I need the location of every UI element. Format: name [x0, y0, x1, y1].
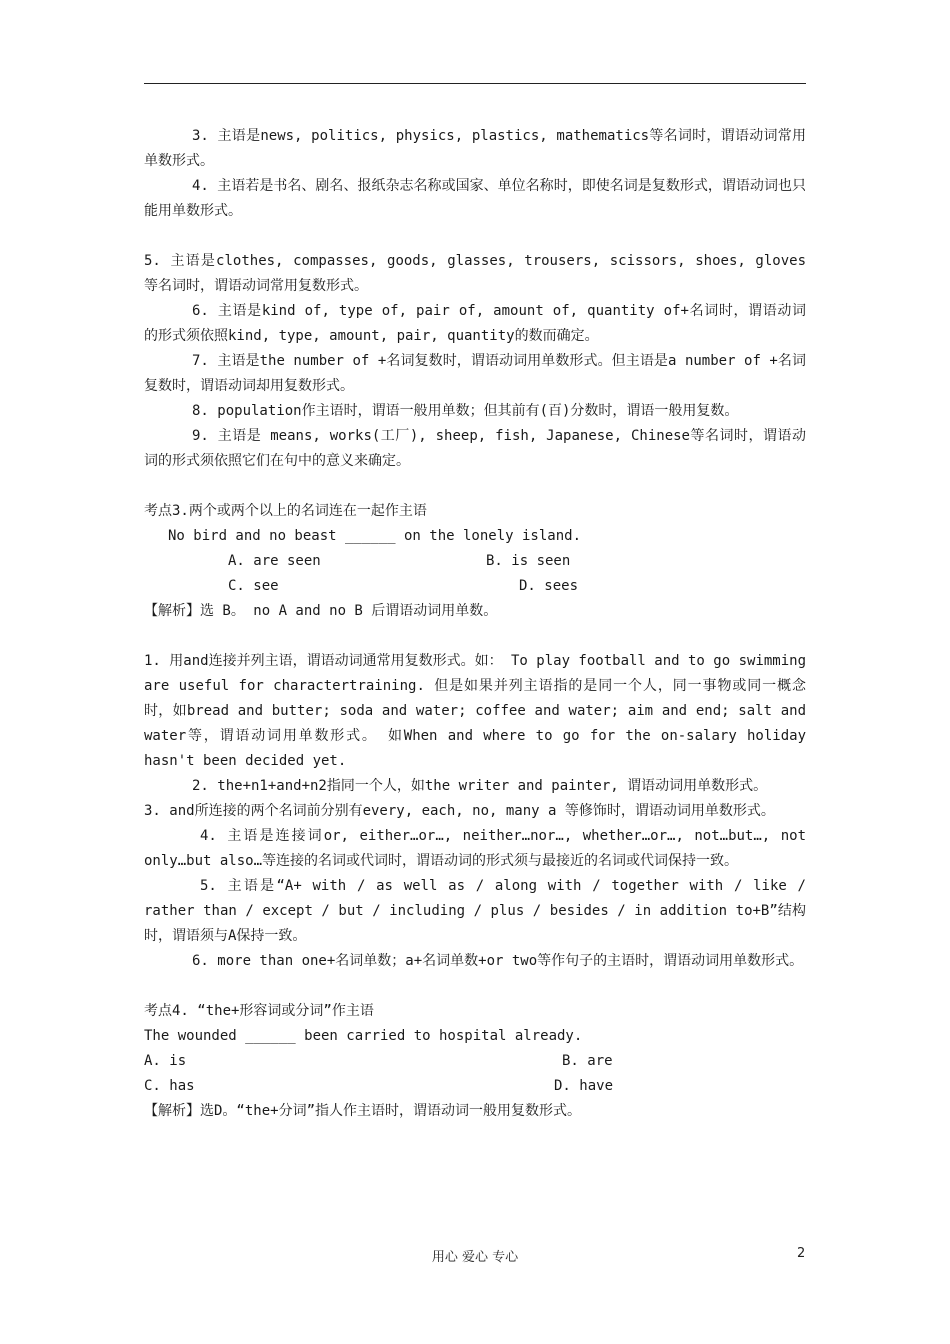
rule-3-paragraph: 3. 主语是news, politics, physics, plastics, mathematics等名词时，谓语动词常用单数形式。 — [144, 128, 806, 169]
section-4-options-row-2 — [144, 1074, 806, 1099]
option-c: C. has — [144, 1078, 195, 1094]
section-4-question: The wounded ______ been carried to hospital already. — [144, 1028, 583, 1044]
and-rule-2-paragraph: 2. the+n1+and+n2指同一个人，如the writer and painter, 谓语动词用单数形式。 — [192, 778, 768, 794]
option-b: B. are — [562, 1053, 613, 1069]
option-a: A. is — [144, 1053, 187, 1069]
section-3-answer: 【解析】选 B。 no A and no B 后谓语动词用单数。 — [144, 603, 498, 619]
section-3-options-row-2 — [144, 574, 806, 599]
section-3-options-row-1 — [144, 549, 806, 574]
rule-9-paragraph: 9. 主语是 means, works(工厂), sheep, fish, Japanese, Chinese等名词时，谓语动词的形式须依照它们在句中的意义来确定。 — [144, 428, 806, 469]
rule-5-paragraph: 5. 主语是clothes, compasses, goods, glasses, trousers, scissors, shoes, gloves等名词时，谓语动词常用复数形式。 — [144, 253, 806, 294]
section-3-title: 考点3.两个或两个以上的名词连在一起作主语 — [144, 503, 427, 519]
page-number: 2 — [797, 1246, 806, 1261]
section-4-answer: 【解析】选D。“the+分词”指人作主语时，谓语动词一般用复数形式。 — [144, 1103, 581, 1119]
and-rule-5-paragraph: 5. 主语是“A+ with / as well as / along with / together with / like / rather than / except / but / including / plus / besides / in addition to+B”结构时，谓语须与A保持一致。 — [144, 878, 806, 944]
option-d: D. sees — [519, 578, 579, 594]
rule-7-paragraph: 7. 主语是the number of +名词复数时，谓语动词用单数形式。但主语是a number of +名词复数时，谓语动词却用复数形式。 — [144, 353, 806, 394]
option-d: D. have — [554, 1078, 614, 1094]
section-3-question: No bird and no beast ______ on the lonely island. — [168, 528, 582, 544]
document-body — [144, 124, 806, 1124]
and-rule-4-paragraph: 4. 主语是连接词or, either…or…, neither…nor…, whether…or…, not…but…, not only…but also…等连接的名词或代词时，谓语动词的形式须与最接近的名词或代词保持一致。 — [144, 828, 806, 869]
option-c: C. see — [228, 578, 279, 594]
rule-6-paragraph: 6. 主语是kind of, type of, pair of, amount of, quantity of+名词时，谓语动词的形式须依照kind, type, amount, pair, quantity的数而确定。 — [144, 303, 806, 344]
header-rule — [144, 83, 806, 84]
and-rule-6-paragraph: 6. more than one+名词单数；a+名词单数+or two等作句子的主语时，谓语动词用单数形式。 — [192, 953, 804, 969]
option-a: A. are seen — [228, 553, 321, 569]
option-b: B. is seen — [486, 553, 571, 569]
and-rule-1-paragraph: 1. 用and连接并列主语，谓语动词通常用复数形式。如： To play football and to go swimming are useful for charactertraining. 但是如果并列主语指的是同一个人，同一事物或同一概念时，如bread and butter; soda and water; coffee and water; aim and end; salt and water等，谓语动词用单数形式。 如When and where to go for the on-salary holiday hasn't been decided yet. — [144, 653, 807, 769]
rule-8-paragraph: 8. population作主语时，谓语一般用单数；但其前有(百)分数时，谓语一般用复数。 — [192, 403, 739, 419]
page-footer: 用心 爱心 专心 — [431, 1250, 519, 1265]
rule-4-paragraph: 4. 主语若是书名、剧名、报纸杂志名称或国家、单位名称时，即使名词是复数形式，谓语动词也只能用单数形式。 — [144, 178, 806, 219]
and-rule-3-paragraph: 3. and所连接的两个名词前分别有every, each, no, many a 等修饰时，谓语动词用单数形式。 — [144, 803, 775, 819]
section-4-options-row-1 — [144, 1049, 806, 1074]
section-4-title: 考点4. “the+形容词或分词”作主语 — [144, 1003, 374, 1019]
